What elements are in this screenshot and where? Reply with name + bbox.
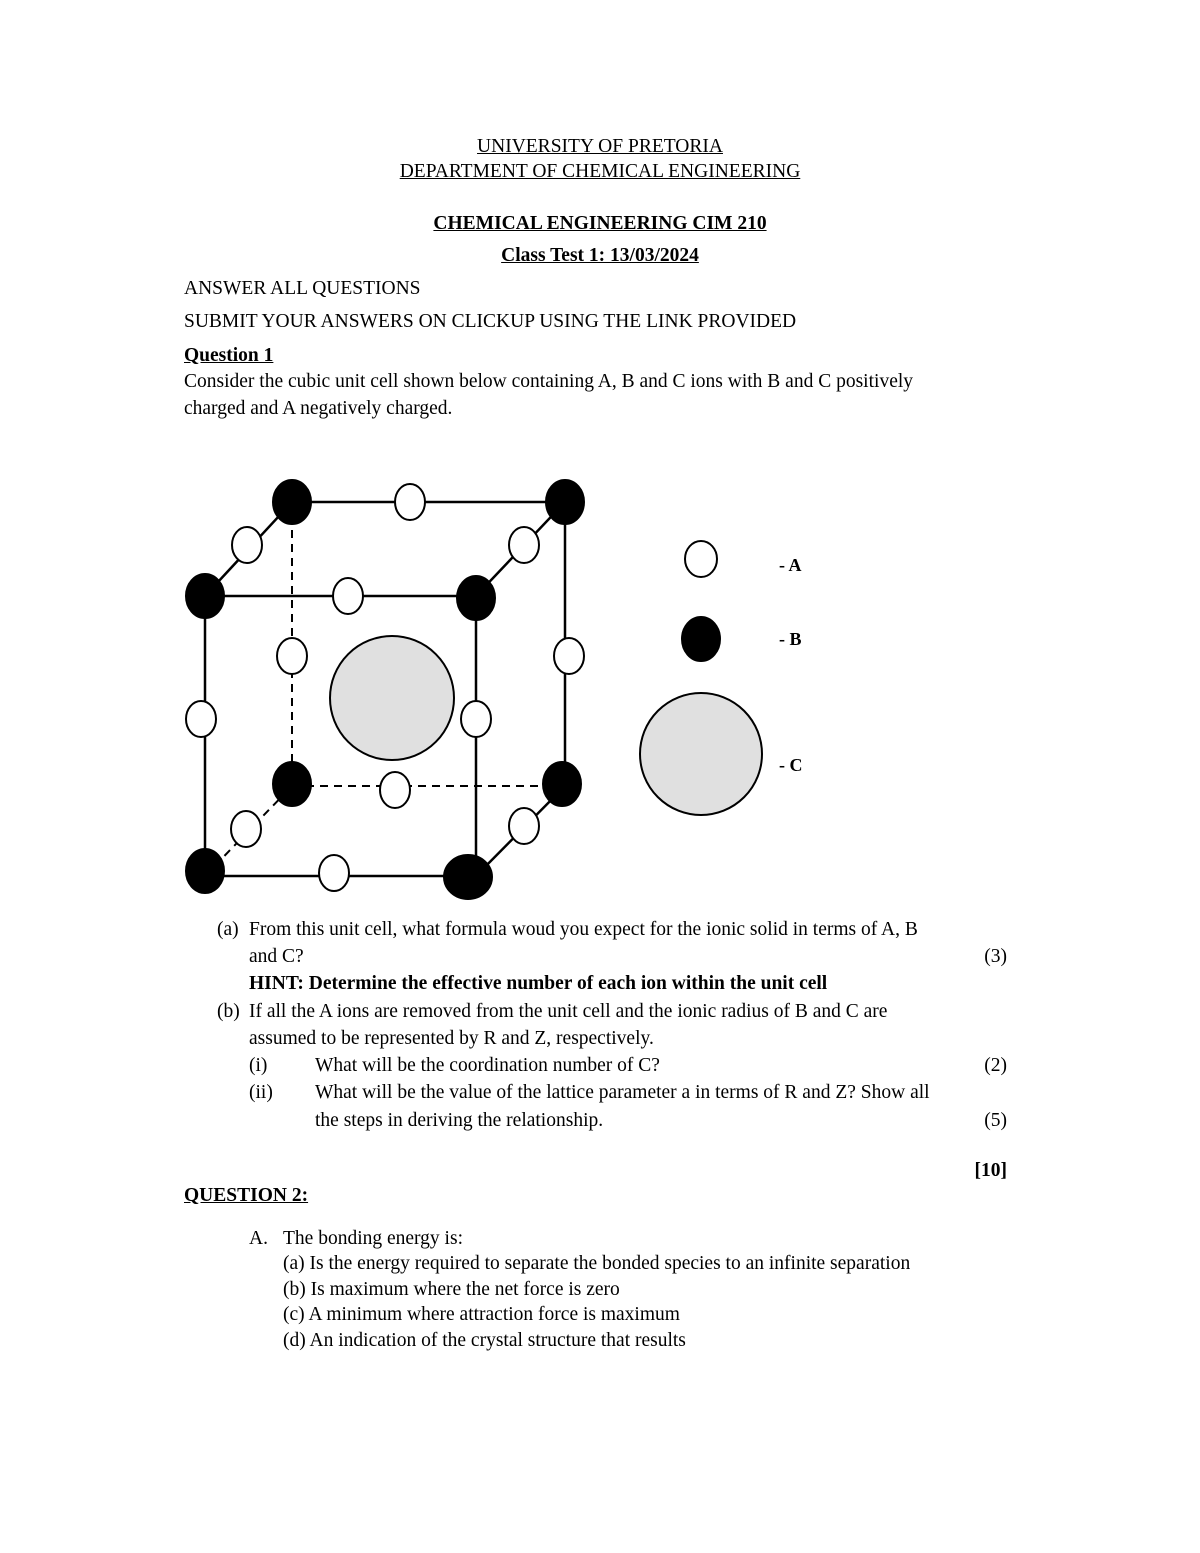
instruction-answer-all: ANSWER ALL QUESTIONS (184, 278, 421, 299)
ion-b (186, 849, 224, 893)
ion-a (333, 578, 363, 614)
question2-a-option: (d) An indication of the crystal structure that results (283, 1330, 686, 1351)
part-a-label: (a) (217, 919, 239, 940)
ion-a (554, 638, 584, 674)
ion-a (319, 855, 349, 891)
question2-a-label: A. (249, 1228, 268, 1249)
part-b-i-label: (i) (249, 1055, 268, 1076)
part-a-hint: HINT: Determine the effective number of each ion within the unit cell (249, 973, 828, 994)
part-b-line2: assumed to be represented by R and Z, respectively. (249, 1028, 654, 1049)
legend-c-label: - C (779, 755, 803, 775)
legend-a-symbol (685, 541, 717, 577)
ion-b (457, 576, 495, 620)
part-b-line1: If all the A ions are removed from the unit cell and the ionic radius of B and C are (249, 1001, 888, 1022)
part-b-ii-line1: What will be the value of the lattice parameter a in terms of R and Z? Show all (315, 1082, 930, 1103)
test-title: Class Test 1: 13/03/2024 (501, 245, 699, 266)
ion-b (543, 762, 581, 806)
part-a-marks: (3) (984, 946, 1007, 967)
question2-a-option: (c) A minimum where attraction force is maximum (283, 1304, 680, 1325)
ion-a (509, 808, 539, 844)
question1-total-marks: [10] (974, 1160, 1007, 1181)
ion-b (273, 762, 311, 806)
part-b-i-marks: (2) (984, 1055, 1007, 1076)
legend (630, 530, 870, 830)
university-title: UNIVERSITY OF PRETORIA (477, 136, 723, 157)
part-b-i-text: What will be the coordination number of C? (315, 1055, 660, 1076)
legend-b-symbol (682, 617, 720, 661)
question2-a-option: (b) Is maximum where the net force is zero (283, 1279, 620, 1300)
course-title: CHEMICAL ENGINEERING CIM 210 (433, 213, 767, 234)
question1-title: Question 1 (184, 345, 274, 366)
ion-b (546, 480, 584, 524)
question2-a-option: (a) Is the energy required to separate the bonded species to an infinite separation (283, 1253, 911, 1274)
legend-b-label: - B (779, 629, 802, 649)
question2-a-text: The bonding energy is: (283, 1228, 463, 1249)
unit-cell-diagram (170, 470, 620, 910)
question1-intro-line2: charged and A negatively charged. (184, 398, 453, 419)
ion-a (231, 811, 261, 847)
ion-c-body-center (330, 636, 454, 760)
ion-a (395, 484, 425, 520)
ion-a (380, 772, 410, 808)
ion-b (186, 574, 224, 618)
ion-a (509, 527, 539, 563)
part-b-ii-line2: the steps in deriving the relationship. (315, 1110, 604, 1131)
ion-a (461, 701, 491, 737)
question1-intro-line1: Consider the cubic unit cell shown below containing A, B and C ions with B and C positively (184, 371, 914, 392)
ion-a (232, 527, 262, 563)
department-title: DEPARTMENT OF CHEMICAL ENGINEERING (399, 161, 801, 182)
legend-c-symbol (640, 693, 762, 815)
question2-title: QUESTION 2: (184, 1185, 309, 1206)
ion-a (277, 638, 307, 674)
ion-b (273, 480, 311, 524)
part-b-label: (b) (217, 1001, 240, 1022)
legend-a-label: - A (779, 555, 802, 575)
part-b-ii-marks: (5) (984, 1110, 1007, 1131)
instruction-submit: SUBMIT YOUR ANSWERS ON CLICKUP USING THE LINK PROVIDED (184, 311, 797, 332)
part-a-line1: From this unit cell, what formula woud you expect for the ionic solid in terms of A, B (249, 919, 918, 940)
part-a-line2: and C? (249, 946, 304, 967)
part-b-ii-label: (ii) (249, 1082, 273, 1103)
ion-b (444, 855, 492, 899)
ion-a (186, 701, 216, 737)
